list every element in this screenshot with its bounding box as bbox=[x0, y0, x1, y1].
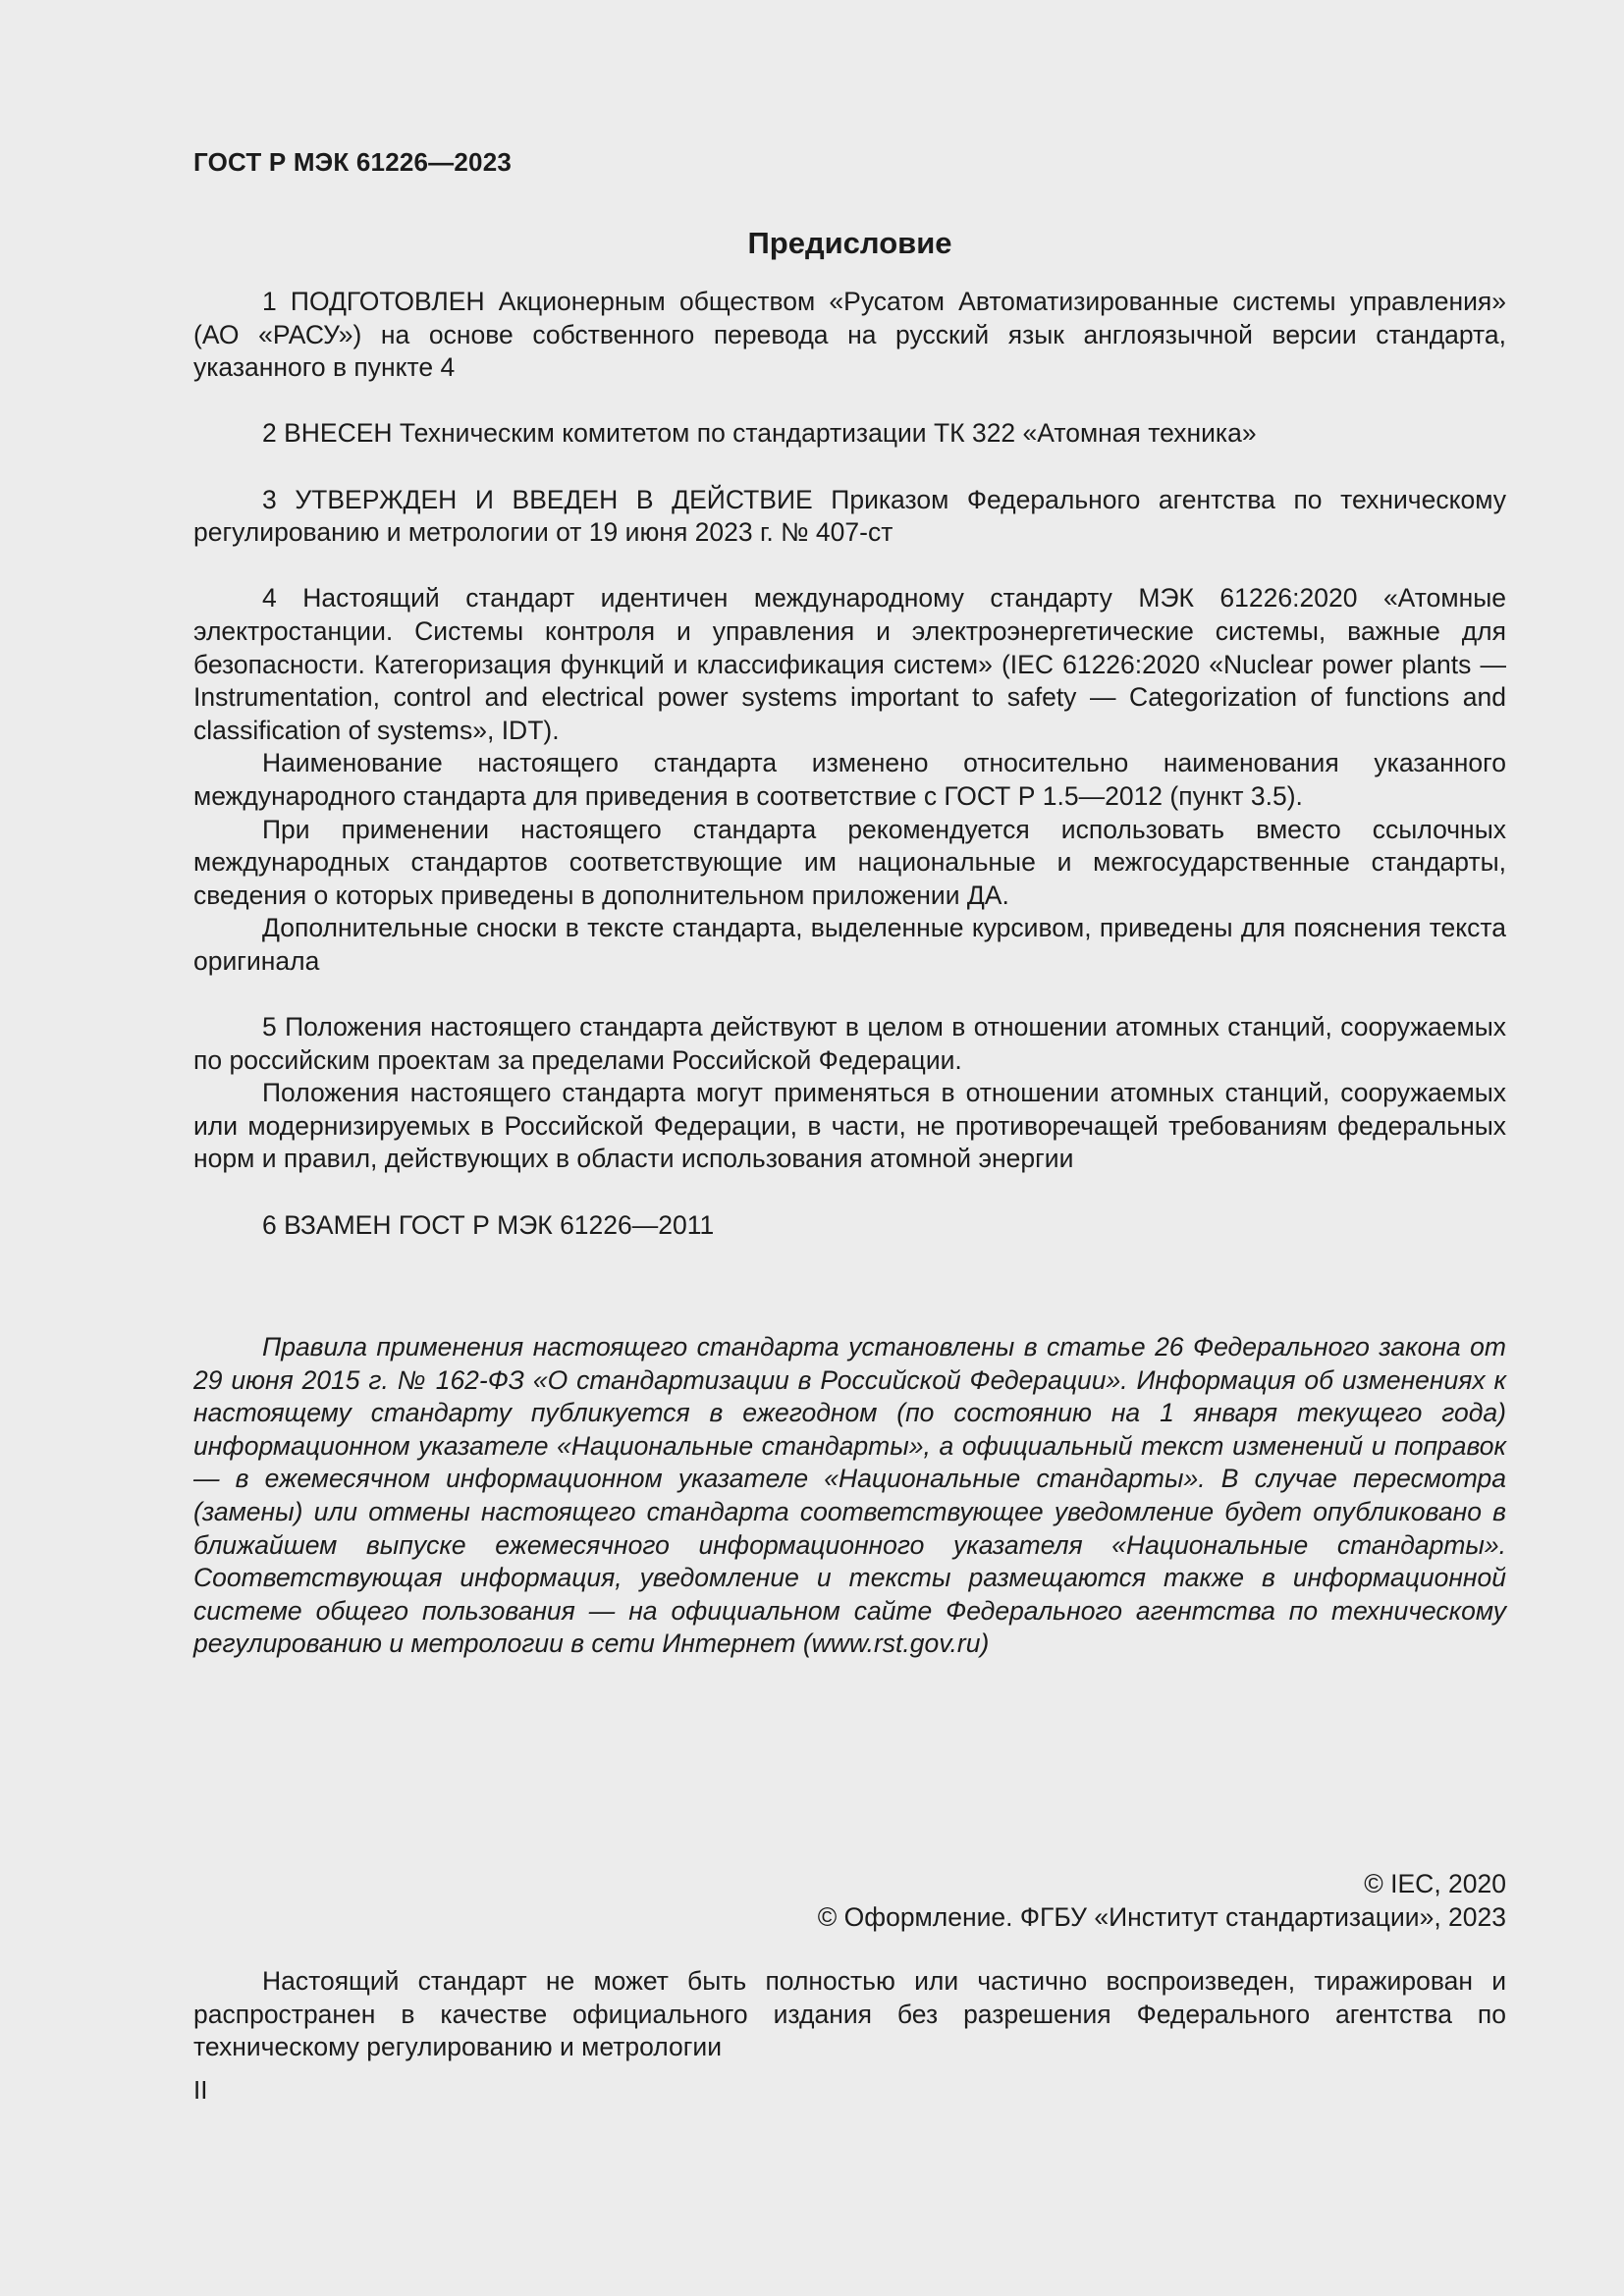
document-code-header: ГОСТ Р МЭК 61226—2023 bbox=[193, 147, 513, 177]
copyright-design: © Оформление. ФГБУ «Институт стандартизации», 2023 bbox=[817, 1901, 1506, 1932]
reproduction-notice bbox=[193, 1965, 1506, 2064]
copyright-iec: © IEC, 2020 bbox=[1364, 1869, 1506, 1898]
notice-paragraph: Настоящий стандарт не может быть полностью или частично воспроизведен, тиражирован и распространен в качестве официального издания без разрешения Федерального агентства по техническому регулированию и метрологии bbox=[193, 1966, 1506, 2062]
section-4-paragraph-2: Наименование настоящего стандарта изменено относительно наименования указанного международного стандарта для приведения в соответствие с ГОСТ Р 1.5—2012 (пункт 3.5). bbox=[193, 748, 1506, 811]
section-2-paragraph: 2 ВНЕСЕН Техническим комитетом по стандартизации ТК 322 «Атомная техника» bbox=[262, 418, 1257, 449]
section-4-paragraph-3: При применении настоящего стандарта рекомендуется использовать вместо ссылочных международных стандартов соответствующие им национальные и межгосударственные стандарты, сведения о которых приведены в дополнительном приложении ДА. bbox=[193, 814, 1506, 910]
copyright-block bbox=[193, 1868, 1506, 1934]
page-title: Предисловие bbox=[747, 226, 952, 260]
rules-paragraph: Правила применения настоящего стандарта установлены в статье 26 Федерального закона от 29 июня 2015 г. № 162-ФЗ «О стандартизации в Российской Федерации». Информация об изменениях к настоящему стандарту публикуется в ежегодном (по состоянию на 1 января текущего года) информационном указателе «Национальные стандарты», а официальный текст изменений и поправок — в ежемесячном информационном указателе «Национальные стандарты». В случае пересмотра (замены) или отмены настоящего стандарта соответствующее уведомление будет опубликовано в ближайшем выпуске ежемесячного информационного указателя «Национальные стандарты». Соответствующая информация, уведомление и тексты размещаются также в информационной системе общего пользования — на официальном сайте Федерального агентства по техническому регулированию и метрологии в сети Интернет (www.rst.gov.ru) bbox=[193, 1332, 1506, 1659]
page-number: II bbox=[193, 2075, 208, 2105]
section-5-paragraph-2: Положения настоящего стандарта могут применяться в отношении атомных станций, сооружаемых или модернизируемых в Российской Федерации, в части, не противоречащей требованиям федеральных норм и правил, действующих в области использования атомной энергии bbox=[193, 1078, 1506, 1174]
section-4-paragraph-4: Дополнительные сноски в тексте стандарта, выделенные курсивом, приведены для пояснения текста оригинала bbox=[193, 913, 1506, 976]
foreword-body bbox=[193, 286, 1506, 1242]
section-1-paragraph: 1 ПОДГОТОВЛЕН Акционерным обществом «Русатом Автоматизированные системы управления» (АО «РАСУ») на основе собственного перевода на русский язык англоязычной версии стандарта, указанного в пункте 4 bbox=[193, 287, 1506, 383]
rules-of-application bbox=[193, 1331, 1506, 1661]
section-5-paragraph-1: 5 Положения настоящего стандарта действуют в целом в отношении атомных станций, сооружаемых по российским проектам за пределами Российской Федерации. bbox=[193, 1012, 1506, 1075]
section-3-paragraph: 3 УТВЕРЖДЕН И ВВЕДЕН В ДЕЙСТВИЕ Приказом Федерального агентства по техническому регулированию и метрологии от 19 июня 2023 г. № 407-ст bbox=[193, 484, 1506, 548]
section-4-paragraph-1: 4 Настоящий стандарт идентичен международному стандарту МЭК 61226:2020 «Атомные электростанции. Системы контроля и управления и электроэнергетические системы, важные для безопасности. Категоризация функций и классификация систем» (IEC 61226:2020 «Nuclear power plants — Instrumentation, control and electrical power systems important to safety — Categorization of functions and classification of systems», IDT). bbox=[193, 583, 1506, 745]
section-6-paragraph: 6 ВЗАМЕН ГОСТ Р МЭК 61226—2011 bbox=[262, 1209, 715, 1240]
